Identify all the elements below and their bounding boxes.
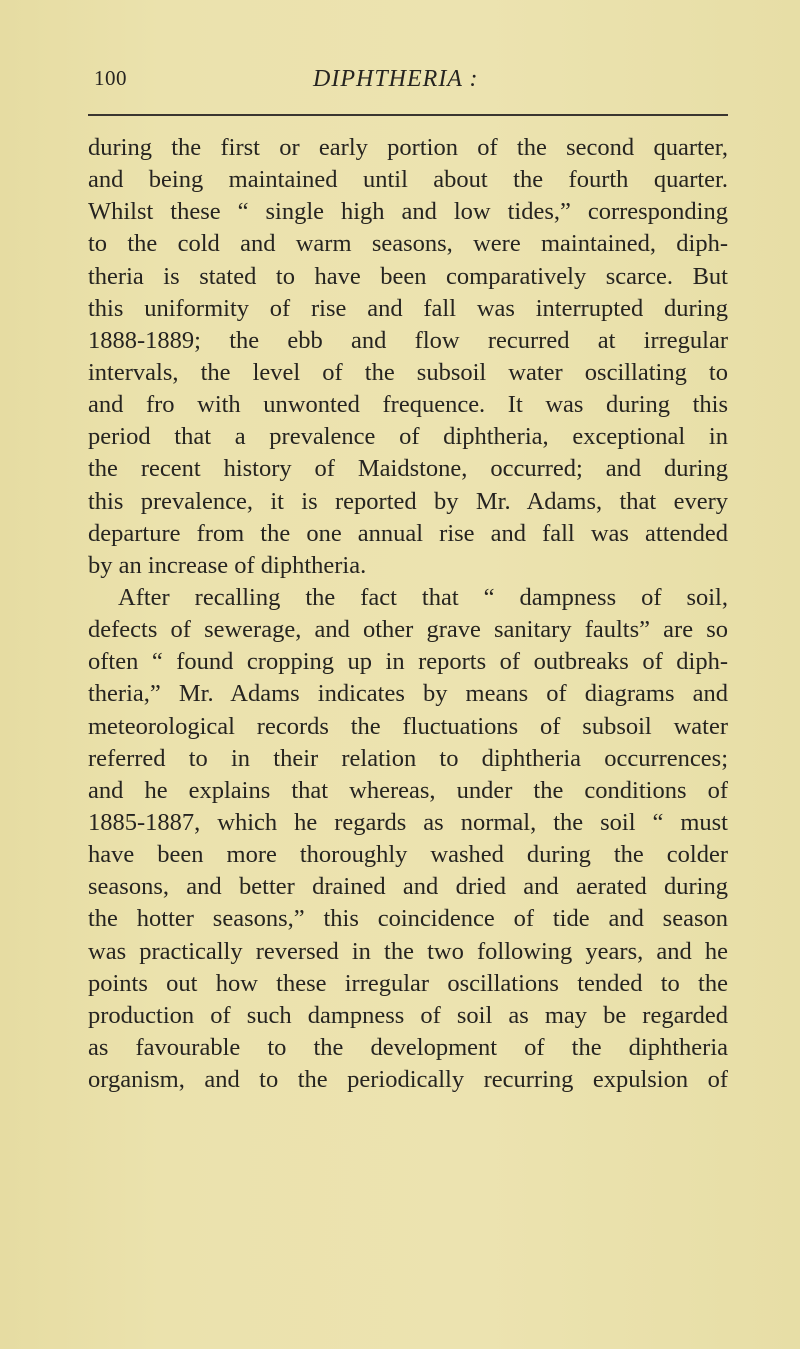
text-line: and fro with unwonted frequence. It was during this <box>88 391 728 419</box>
text-line: have been more thoroughly washed during the colder <box>88 841 728 869</box>
page-header <box>88 66 728 100</box>
running-head: DIPHTHERIA : <box>313 66 479 92</box>
text-line: the recent history of Maidstone, occurred; and during <box>88 455 728 483</box>
text-line: theria is stated to have been comparatively scarce. But <box>88 262 728 290</box>
text-line: the hotter seasons,” this coincidence of tide and season <box>88 905 728 933</box>
text-line: production of such dampness of soil as may be regarded <box>88 1001 728 1029</box>
text-line: organism, and to the periodically recurring expulsion of <box>88 1066 728 1094</box>
text-line: often “ found cropping up in reports of outbreaks of diph- <box>88 648 728 676</box>
text-line: during the first or early portion of the second quarter, <box>88 134 728 161</box>
text-line: Whilst these “ single high and low tides,” corresponding <box>88 198 728 226</box>
header-rule <box>88 114 728 116</box>
text-line: points out how these irregular oscillations tended to the <box>88 969 728 997</box>
text-line: and being maintained until about the fourth quarter. <box>88 166 728 194</box>
text-line: departure from the one annual rise and fall was attended <box>88 519 728 547</box>
text-line: defects of sewerage, and other grave sanitary faults” are so <box>88 616 728 644</box>
text-line: 1888-1889; the ebb and flow recurred at irregular <box>88 326 728 354</box>
text-line: seasons, and better drained and dried and aerated during <box>88 873 728 901</box>
text-line: 1885-1887, which he regards as normal, the soil “ must <box>88 808 728 836</box>
text-line: this uniformity of rise and fall was interrupted during <box>88 294 728 322</box>
page-number: 100 <box>94 66 127 90</box>
text-line: was practically reversed in the two following years, and he <box>88 937 728 965</box>
body-text <box>88 132 728 1096</box>
text-line: theria,” Mr. Adams indicates by means of diagrams and <box>88 680 728 708</box>
text-line: as favourable to the development of the diphtheria <box>88 1033 728 1061</box>
text-line: After recalling the fact that “ dampness of soil, <box>118 583 728 611</box>
text-line: referred to in their relation to diphtheria occurrences; <box>88 744 728 772</box>
text-line: period that a prevalence of diphtheria, exceptional in <box>88 423 728 451</box>
text-line: by an increase of diphtheria. <box>88 551 367 579</box>
text-line: meteorological records the fluctuations of subsoil water <box>88 712 728 740</box>
text-line: and he explains that whereas, under the conditions of <box>88 776 728 804</box>
text-line: this prevalence, it is reported by Mr. Adams, that every <box>88 487 728 515</box>
text-line: to the cold and warm seasons, were maintained, diph- <box>88 230 728 258</box>
text-line: intervals, the level of the subsoil water oscillating to <box>88 358 728 386</box>
